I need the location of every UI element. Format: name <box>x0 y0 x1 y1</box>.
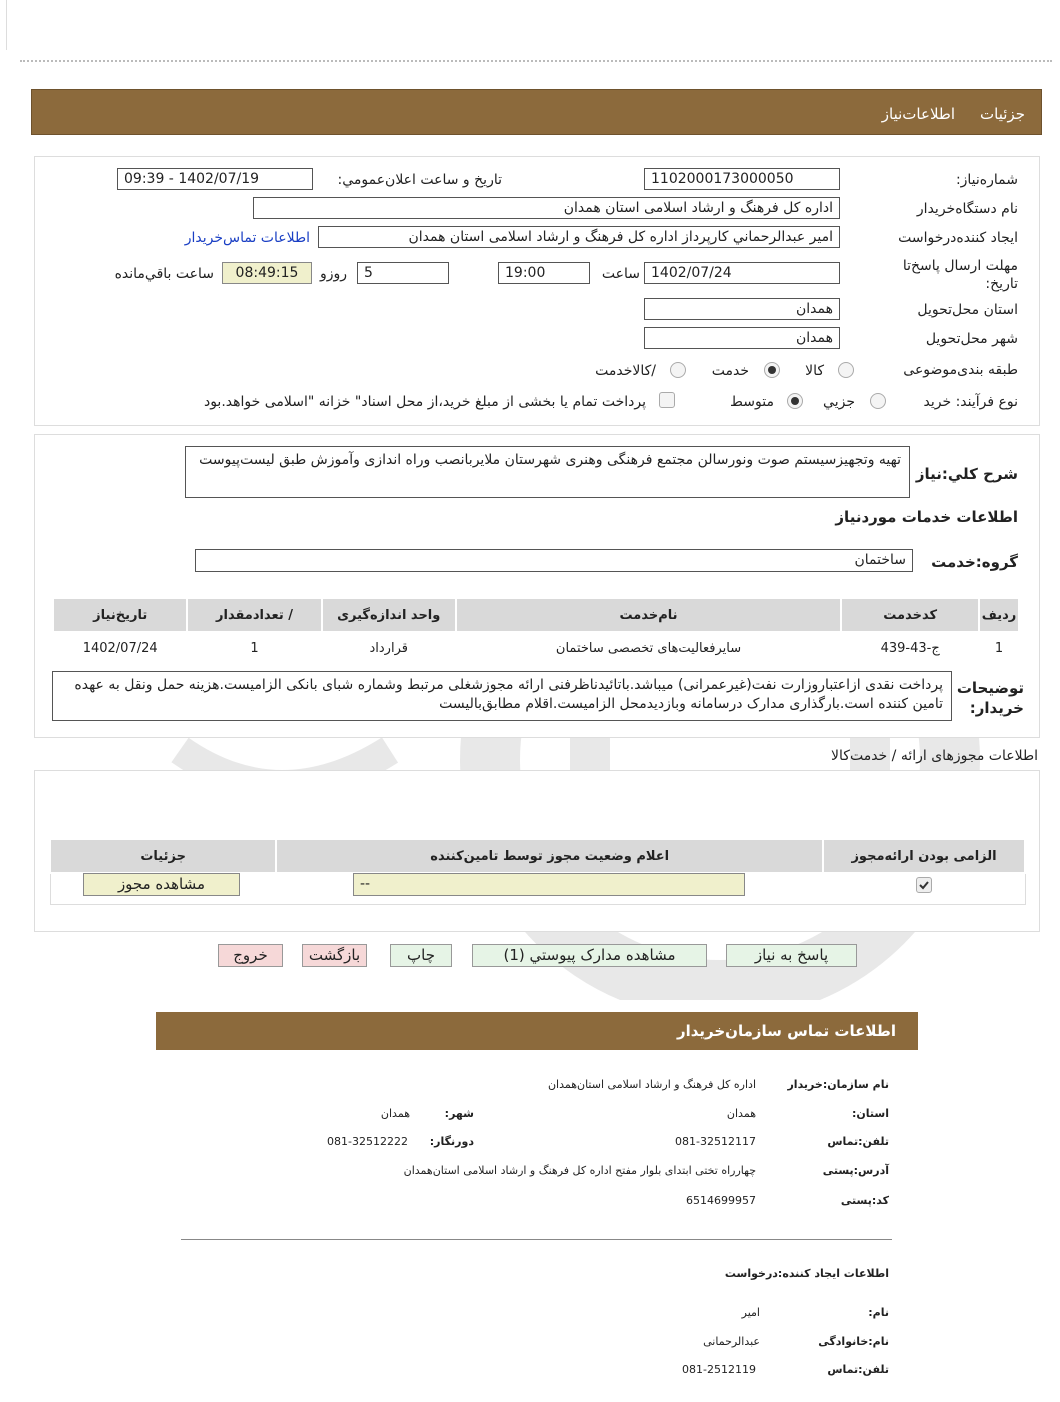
creator-phone-label: تلفن:تماس <box>827 1363 889 1376</box>
category-service-radio[interactable] <box>764 362 780 378</box>
category-goods-radio[interactable] <box>838 362 854 378</box>
category-service-label: خدمت <box>711 363 749 379</box>
org-label: نام سازمان:خریدار <box>787 1078 889 1091</box>
remaining-timer: 08:49:15 <box>222 262 312 284</box>
permit-required-checkbox <box>916 877 932 893</box>
check-icon <box>917 878 931 892</box>
back-button[interactable]: بازگشت <box>302 944 367 967</box>
category-goods-label: کالا <box>805 363 824 379</box>
time-label: ساعت <box>601 266 640 282</box>
creator-heading: اطلاعات ایجاد کننده:درخواست <box>724 1267 889 1280</box>
category-label: طبقه بندی‌موضوعی <box>903 362 1018 378</box>
services-heading: اطلاعات خدمات موردنياز <box>835 508 1018 526</box>
buyer-notes-label: توضيحات خريدار: <box>956 679 1024 717</box>
cell-name: سایرفعالیت‌های تخصصی ساختمان <box>555 640 742 656</box>
postal-label: کد:پستی <box>840 1194 889 1207</box>
deadline-date-field: 1402/07/24 <box>644 262 840 284</box>
permit-status-field: -- <box>353 873 745 896</box>
family-value: عبدالرحمانی <box>703 1335 760 1348</box>
col-required-header: الزامی بودن ارائه‌مجوز <box>823 839 1025 873</box>
phone-label: تلفن:تماس <box>827 1135 889 1148</box>
treasury-payment-checkbox[interactable] <box>659 392 675 408</box>
exit-button[interactable]: خروج <box>218 944 283 967</box>
fax-label: دورنگار: <box>429 1135 474 1148</box>
permits-heading: اطلاعات مجوزهای ارائه / خدمت‌کالا <box>831 748 1038 764</box>
contact-divider <box>181 1239 892 1240</box>
tab-need-info[interactable]: اطلاعات‌نیاز <box>881 105 955 123</box>
reply-button[interactable]: پاسخ به نياز <box>726 944 857 967</box>
remaining-label: ساعت باقي‌مانده <box>114 266 214 282</box>
cell-code: ج-43-439 <box>880 640 940 656</box>
summary-title-label: شرح کلي:نياز <box>915 465 1018 483</box>
buyer-org-label: نام دستگاه‌خريدار <box>916 201 1018 217</box>
fax-value: 081-32512222 <box>327 1135 408 1148</box>
creator-field: امير عبدالرحماني كارپرداز اداره کل فرهنگ و ارشاد اسلامی استان همدان <box>318 226 840 248</box>
city-contact-value: همدان <box>380 1107 410 1120</box>
city-field: همدان <box>644 327 840 349</box>
org-value: اداره کل فرهنگ و ارشاد اسلامی استان‌همدان <box>547 1078 756 1091</box>
col-name-header: نام‌خدمت <box>456 598 841 632</box>
buyer-contact-link[interactable]: اطلاعات تماس‌خريدار <box>184 230 310 246</box>
process-small-label: جزيي <box>823 394 855 410</box>
city-contact-label: شهر: <box>444 1107 474 1120</box>
name-value: امیر <box>741 1306 760 1319</box>
deadline-label: مهلت ارسال پاسخ‌تا تاریخ: <box>902 258 1018 292</box>
name-label: نام: <box>868 1306 889 1319</box>
address-label: آدرس:پستی <box>822 1164 889 1177</box>
family-label: نام:خانوادگی <box>818 1335 889 1348</box>
print-button[interactable]: چاپ <box>390 944 452 967</box>
buyer-org-field: اداره کل فرهنگ و ارشاد اسلامی استان همدان <box>253 197 840 219</box>
cell-unit: قرارداد <box>369 640 408 656</box>
announce-field: 1402/07/19 - 09:39 <box>117 168 313 190</box>
services-table <box>52 597 1020 663</box>
summary-title-field: تهیه وتجهیزسیستم صوت ونورسالن مجتمع فرهنگی وهنری شهرستان ملایربانصب وراه اندازی وآموزش طبق لیست‌پیوست <box>185 446 910 498</box>
process-label: نوع فرآیند: خرید <box>923 394 1018 410</box>
address-value: چهارراه تختی ابتدای بلوار مفتح اداره کل فرهنگ و ارشاد اسلامی استان‌همدان <box>403 1164 756 1177</box>
col-code-header: کدخدمت <box>841 598 979 632</box>
cell-qty: 1 <box>250 640 259 656</box>
days-field: 5 <box>357 262 449 284</box>
category-both-radio[interactable] <box>670 362 686 378</box>
col-details-header: جزئيات <box>50 839 276 873</box>
province-contact-value: همدان <box>726 1107 756 1120</box>
cell-date: 1402/07/24 <box>82 640 158 656</box>
province-contact-label: استان: <box>852 1107 889 1120</box>
col-row-header: رديف <box>979 598 1019 632</box>
col-status-header: اعلام وضعیت مجوز توسط تامین‌کننده <box>276 839 823 873</box>
process-medium-radio[interactable] <box>787 393 803 409</box>
phone-value: 081-32512117 <box>675 1135 756 1148</box>
service-group-label: گروه:خدمت <box>931 553 1018 571</box>
service-group-field: ساختمان <box>195 549 913 572</box>
announce-label: تاریخ و ساعت اعلان‌عمومي: <box>337 172 502 188</box>
city-label: شهر محل‌تحويل <box>925 331 1018 347</box>
cell-row: 1 <box>994 640 1004 656</box>
need-number-label: شماره‌نیاز: <box>955 172 1018 188</box>
contact-heading: اطلاعات تماس سازمان‌خريدار <box>676 1022 896 1040</box>
table-row <box>53 632 1019 663</box>
tab-details[interactable]: جزئیات <box>980 105 1025 123</box>
treasury-payment-note: پرداخت تمام یا بخشی از مبلغ خرید،از محل اسناد" خزانه "اسلامی خواهد.بود <box>203 394 646 410</box>
contact-header <box>156 1012 918 1050</box>
process-medium-label: متوسط <box>730 394 774 410</box>
view-permit-button[interactable]: مشاهده مجوز <box>83 873 240 896</box>
days-label: روزو <box>319 266 347 282</box>
postal-value: 6514699957 <box>686 1194 756 1207</box>
process-small-radio[interactable] <box>870 393 886 409</box>
need-number-field: 1102000173000050 <box>644 168 840 190</box>
creator-phone-value: 081-2512119 <box>682 1363 756 1376</box>
col-qty-header: / تعدادمقدار <box>187 598 321 632</box>
province-field: همدان <box>644 298 840 320</box>
top-border <box>6 0 7 50</box>
col-unit-header: واحد اندازه‌گيری <box>322 598 456 632</box>
dotted-separator <box>20 60 1052 62</box>
creator-label: ایجاد کننده‌درخواست <box>898 230 1018 246</box>
category-both-label: /کالاخدمت <box>595 363 656 379</box>
deadline-time-field: 19:00 <box>498 262 590 284</box>
col-date-header: تاريخ‌نياز <box>53 598 187 632</box>
province-label: استان محل‌تحويل <box>917 302 1018 318</box>
buyer-notes-field: پرداخت نقدی ازاعتباروزارت نفت(غیرعمرانی) میباشد.باتائیدناظرفنی ارائه مجوزشغلی مرتبط وشماره شبای بانکی الزامیست.هزینه حمل ونقل به عهده تامین کننده است.بارگذاری مدارک درسامانه وبازدیدمحل الزامیست.اقلام مطابق‌بالیست <box>52 671 952 721</box>
page-header <box>31 89 1042 135</box>
attachments-button[interactable]: مشاهده مدارک پيوستي (1) <box>472 944 707 967</box>
